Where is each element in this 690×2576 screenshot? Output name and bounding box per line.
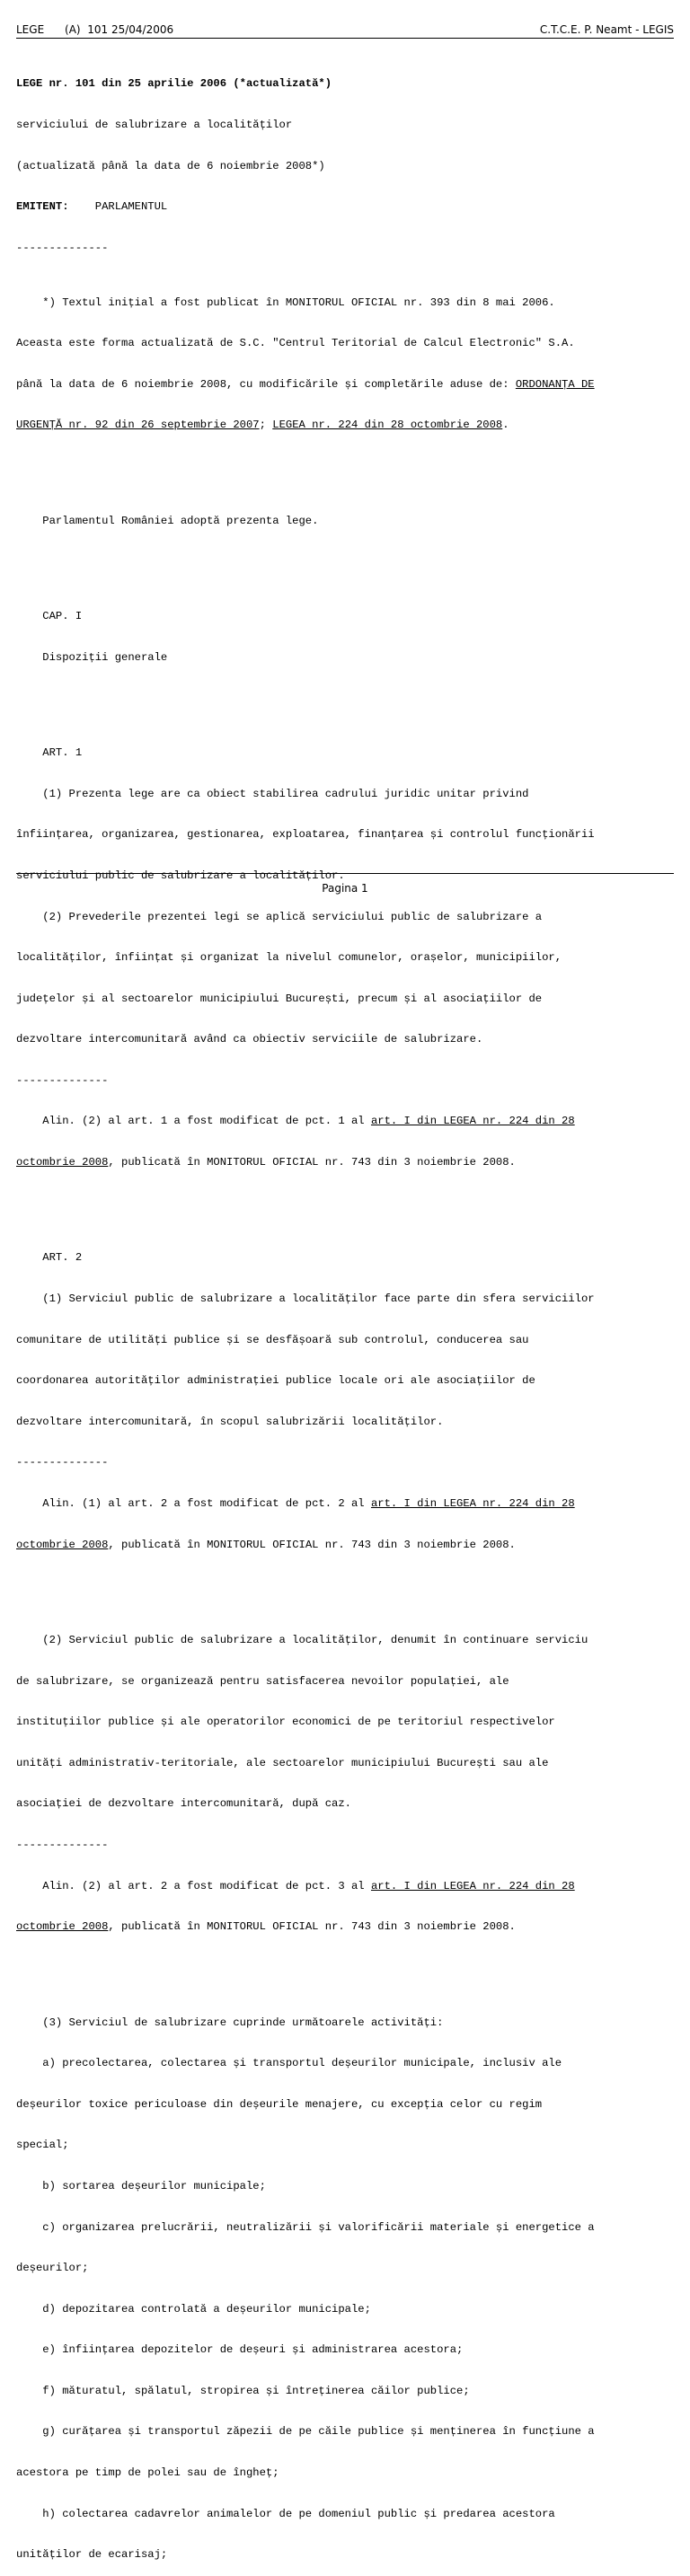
note-text: ; — [259, 419, 273, 432]
separator: -------------- — [16, 1838, 109, 1851]
list-item: d) depozitarea controlată a deșeurilor municipale; — [16, 2302, 371, 2316]
article-text: instituțiilor publice și ale operatorilor economici de pe teritoriul respectivelor — [16, 1716, 555, 1729]
article-text: (3) Serviciul de salubrizare cuprinde următoarele activități: — [16, 2016, 444, 2029]
amendment-text: , publicată în MONITORUL OFICIAL nr. 743 din 3 noiembrie 2008. — [108, 1538, 516, 1551]
article-text: județelor și al sectoarelor municipiului București, precum și al asociațiilor de — [16, 992, 543, 1005]
article-text: înființarea, organizarea, gestionarea, exploatarea, finanțarea și controlul funcționării — [16, 828, 595, 842]
article-text: de salubrizare, se organizează pentru satisfacerea nevoilor populației, ale — [16, 1674, 509, 1688]
list-item: deșeurilor toxice periculoase din deșeurile menajere, cu excepția celor cu regim — [16, 2097, 543, 2111]
note-line: Aceasta este forma actualizată de S.C. "Centrul Teritorial de Calcul Electronic" S.A. — [16, 337, 575, 350]
article-heading: ART. 1 — [16, 746, 83, 760]
article-text: (2) Prevederile prezentei legi se aplică serviciului public de salubrizare a — [16, 910, 543, 923]
article-text: coordonarea autorităților administrației publice locale ori ale asociațiilor de — [16, 1374, 535, 1388]
article-text: (1) Serviciul public de salubrizare a localităților face parte din sfera serviciilor — [16, 1292, 595, 1306]
amendment-text: Alin. (2) al art. 1 a fost modificat de pct. 1 al — [16, 1115, 371, 1128]
note-text: până la data de 6 noiembrie 2008, cu modificările și completările aduse de: — [16, 377, 516, 391]
article-text: dezvoltare intercomunitară, în scopul salubrizării localităților. — [16, 1415, 444, 1428]
list-item: deșeurilor; — [16, 2262, 89, 2275]
amendment-text: , publicată în MONITORUL OFICIAL nr. 743 din 3 noiembrie 2008. — [108, 1156, 516, 1169]
amendment-text: Alin. (2) al art. 2 a fost modificat de pct. 3 al — [16, 1879, 371, 1892]
article-heading: ART. 2 — [16, 1251, 83, 1265]
list-item: unităților de ecarisaj; — [16, 2548, 168, 2562]
link-ordonanta[interactable]: ORDONANȚA DE — [515, 377, 595, 391]
note-line: *) Textul inițial a fost publicat în MONITORUL OFICIAL nr. 393 din 8 mai 2006. — [16, 296, 555, 309]
list-item: f) măturatul, spălatul, stropirea și întreținerea căilor publice; — [16, 2384, 470, 2397]
link-art-i-legea-224[interactable]: art. I din LEGEA nr. 224 din 28 — [370, 1497, 575, 1511]
list-item: special; — [16, 2139, 69, 2152]
list-item: g) curățarea și transportul zăpezii de pe căile publice și menținerea în funcțiune a — [16, 2425, 595, 2439]
list-item: a) precolectarea, colectarea și transportul deșeurilor municipale, inclusiv ale — [16, 2057, 562, 2070]
issuer-label: EMITENT: — [16, 200, 69, 214]
document-body — [16, 50, 677, 2576]
page-header — [16, 22, 674, 39]
amendment-text: , publicată în MONITORUL OFICIAL nr. 743 din 3 noiembrie 2008. — [108, 1920, 516, 1934]
article-text: serviciului public de salubrizare a localităților. — [16, 869, 345, 882]
separator: -------------- — [16, 241, 109, 254]
amendment-text: Alin. (1) al art. 2 a fost modificat de pct. 2 al — [16, 1497, 371, 1511]
amendment-note — [16, 1920, 677, 1934]
page-number: Pagina 1 — [322, 882, 368, 895]
chapter-title: Dispoziții generale — [16, 650, 168, 664]
article-text: unități administrativ-teritoriale, ale sectoarelor municipiului București sau ale — [16, 1756, 549, 1769]
link-legea-224[interactable]: LEGEA nr. 224 din 28 octombrie 2008 — [272, 419, 503, 432]
list-item: h) colectarea cadavrelor animalelor de pe domeniul public și predarea acestora — [16, 2507, 555, 2520]
separator: -------------- — [16, 1073, 109, 1087]
article-text: (2) Serviciul public de salubrizare a localităților, denumit în continuare serviciu — [16, 1634, 588, 1646]
article-text: dezvoltare intercomunitară având ca obiectiv serviciile de salubrizare. — [16, 1033, 483, 1046]
amendment-note — [16, 1539, 677, 1552]
law-subject: serviciului de salubrizare a localităților — [16, 119, 293, 131]
separator: -------------- — [16, 1456, 109, 1469]
issuer-line — [16, 200, 677, 214]
list-item: acestora pe timp de polei sau de îngheț; — [16, 2466, 279, 2480]
link-art-i-legea-224-cont[interactable]: octombrie 2008 — [16, 1156, 109, 1169]
chapter-number: CAP. I — [16, 610, 83, 623]
link-ordonanta-cont[interactable]: URGENȚĂ nr. 92 din 26 septembrie 2007 — [16, 419, 260, 432]
amendment-note — [16, 1880, 677, 1893]
link-art-i-legea-224[interactable]: art. I din LEGEA nr. 224 din 28 — [370, 1879, 575, 1892]
adoption-line: Parlamentul României adoptă prezenta lege. — [16, 514, 319, 527]
article-text: comunitare de utilități publice și se desfășoară sub controlul, conducerea sau — [16, 1333, 529, 1346]
article-text: asociației de dezvoltare intercomunitară, după caz. — [16, 1797, 351, 1811]
header-source: C.T.C.E. P. Neamt - LEGIS — [539, 23, 674, 36]
note-line — [16, 378, 677, 392]
list-item: c) organizarea prelucrării, neutralizării și valorificării materiale și energetice a — [16, 2220, 595, 2234]
list-item: e) înființarea depozitelor de deșeuri și administrarea acestora; — [16, 2343, 464, 2357]
law-title: LEGE nr. 101 din 25 aprilie 2006 (*actualizată*) — [16, 77, 332, 91]
amendment-note — [16, 1115, 677, 1128]
footer-divider — [16, 873, 674, 874]
note-text: . — [502, 419, 509, 432]
link-art-i-legea-224[interactable]: art. I din LEGEA nr. 224 din 28 — [370, 1115, 575, 1128]
link-art-i-legea-224-cont[interactable]: octombrie 2008 — [16, 1920, 109, 1934]
article-text: localităților, înființat și organizat la nivelul comunelor, orașelor, municipiilor, — [16, 951, 562, 965]
link-art-i-legea-224-cont[interactable]: octombrie 2008 — [16, 1538, 109, 1551]
issuer-value: PARLAMENTUL — [68, 200, 168, 214]
amendment-note — [16, 1497, 677, 1511]
update-note: (actualizată până la data de 6 noiembrie 2008*) — [16, 159, 325, 172]
note-line — [16, 419, 677, 432]
header-document-ref: LEGE (A) 101 25/04/2006 — [16, 23, 174, 36]
list-item: b) sortarea deșeurilor municipale; — [16, 2179, 266, 2192]
amendment-note — [16, 1156, 677, 1169]
article-text: (1) Prezenta lege are ca obiect stabilirea cadrului juridic unitar privind — [16, 787, 529, 800]
